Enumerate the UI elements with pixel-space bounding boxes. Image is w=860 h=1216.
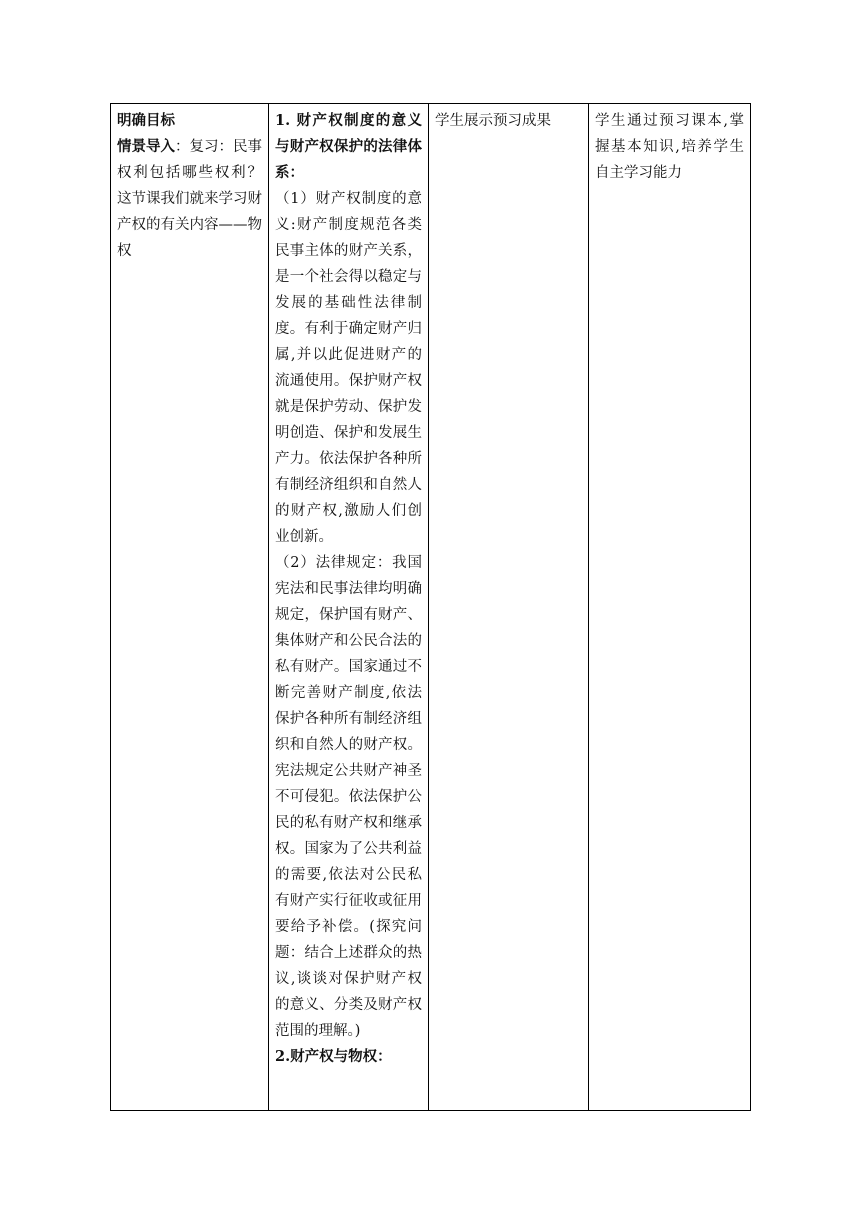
design-intent-cell <box>589 104 751 1111</box>
teaching-content-cell <box>269 104 429 1111</box>
step-text: ：复习：民事权利包括哪些权利？ 这节课我们就来学习财产权的有关内容——物权 <box>117 139 262 259</box>
content-paragraph-2: （2）法律规定：我国宪法和民事法律均明确规定，保护国有财产、集体财产和公民合法的私有财产。国家通过不断完善财产制度,依法保护各种所有制经济组织和自然人的财产权。宪法规定公共财产神圣不可侵犯。依法保护公民的私有财产权和继承权。国家为了公共利益的需要,依法对公民私有财产实行征收或征用要给予补偿。(探究问题：结合上述群众的热议,谈谈对保护财产权的意义、分类及财产权范围的理解。) <box>275 555 422 1039</box>
step-label: 情景导入 <box>117 138 175 155</box>
table-row <box>111 104 751 1111</box>
design-intent-text: 学生通过预习课本,掌握基本知识,培养学生自主学习能力 <box>595 113 744 181</box>
teaching-step-cell <box>111 104 269 1111</box>
student-activity-cell <box>429 104 589 1111</box>
content-heading-1: 1. 财产权制度的意义与财产权保护的法律体系： <box>275 112 422 181</box>
step-heading: 明确目标 <box>117 112 175 129</box>
content-heading-2: 2.财产权与物权： <box>275 1048 392 1065</box>
lesson-plan-table <box>110 103 751 1111</box>
content-paragraph-1: （1）财产权制度的意义:财产制度规范各类民事主体的财产关系，是一个社会得以稳定与发展的基础性法律制度。有利于确定财产归属,并以此促进财产的流通使用。保护财产权就是保护劳动、保护发明创造、保护和发展生产力。依法保护各种所有制经济组织和自然人的财产权,激励人们创业创新。 <box>275 191 422 545</box>
student-activity-text: 学生展示预习成果 <box>435 113 551 129</box>
